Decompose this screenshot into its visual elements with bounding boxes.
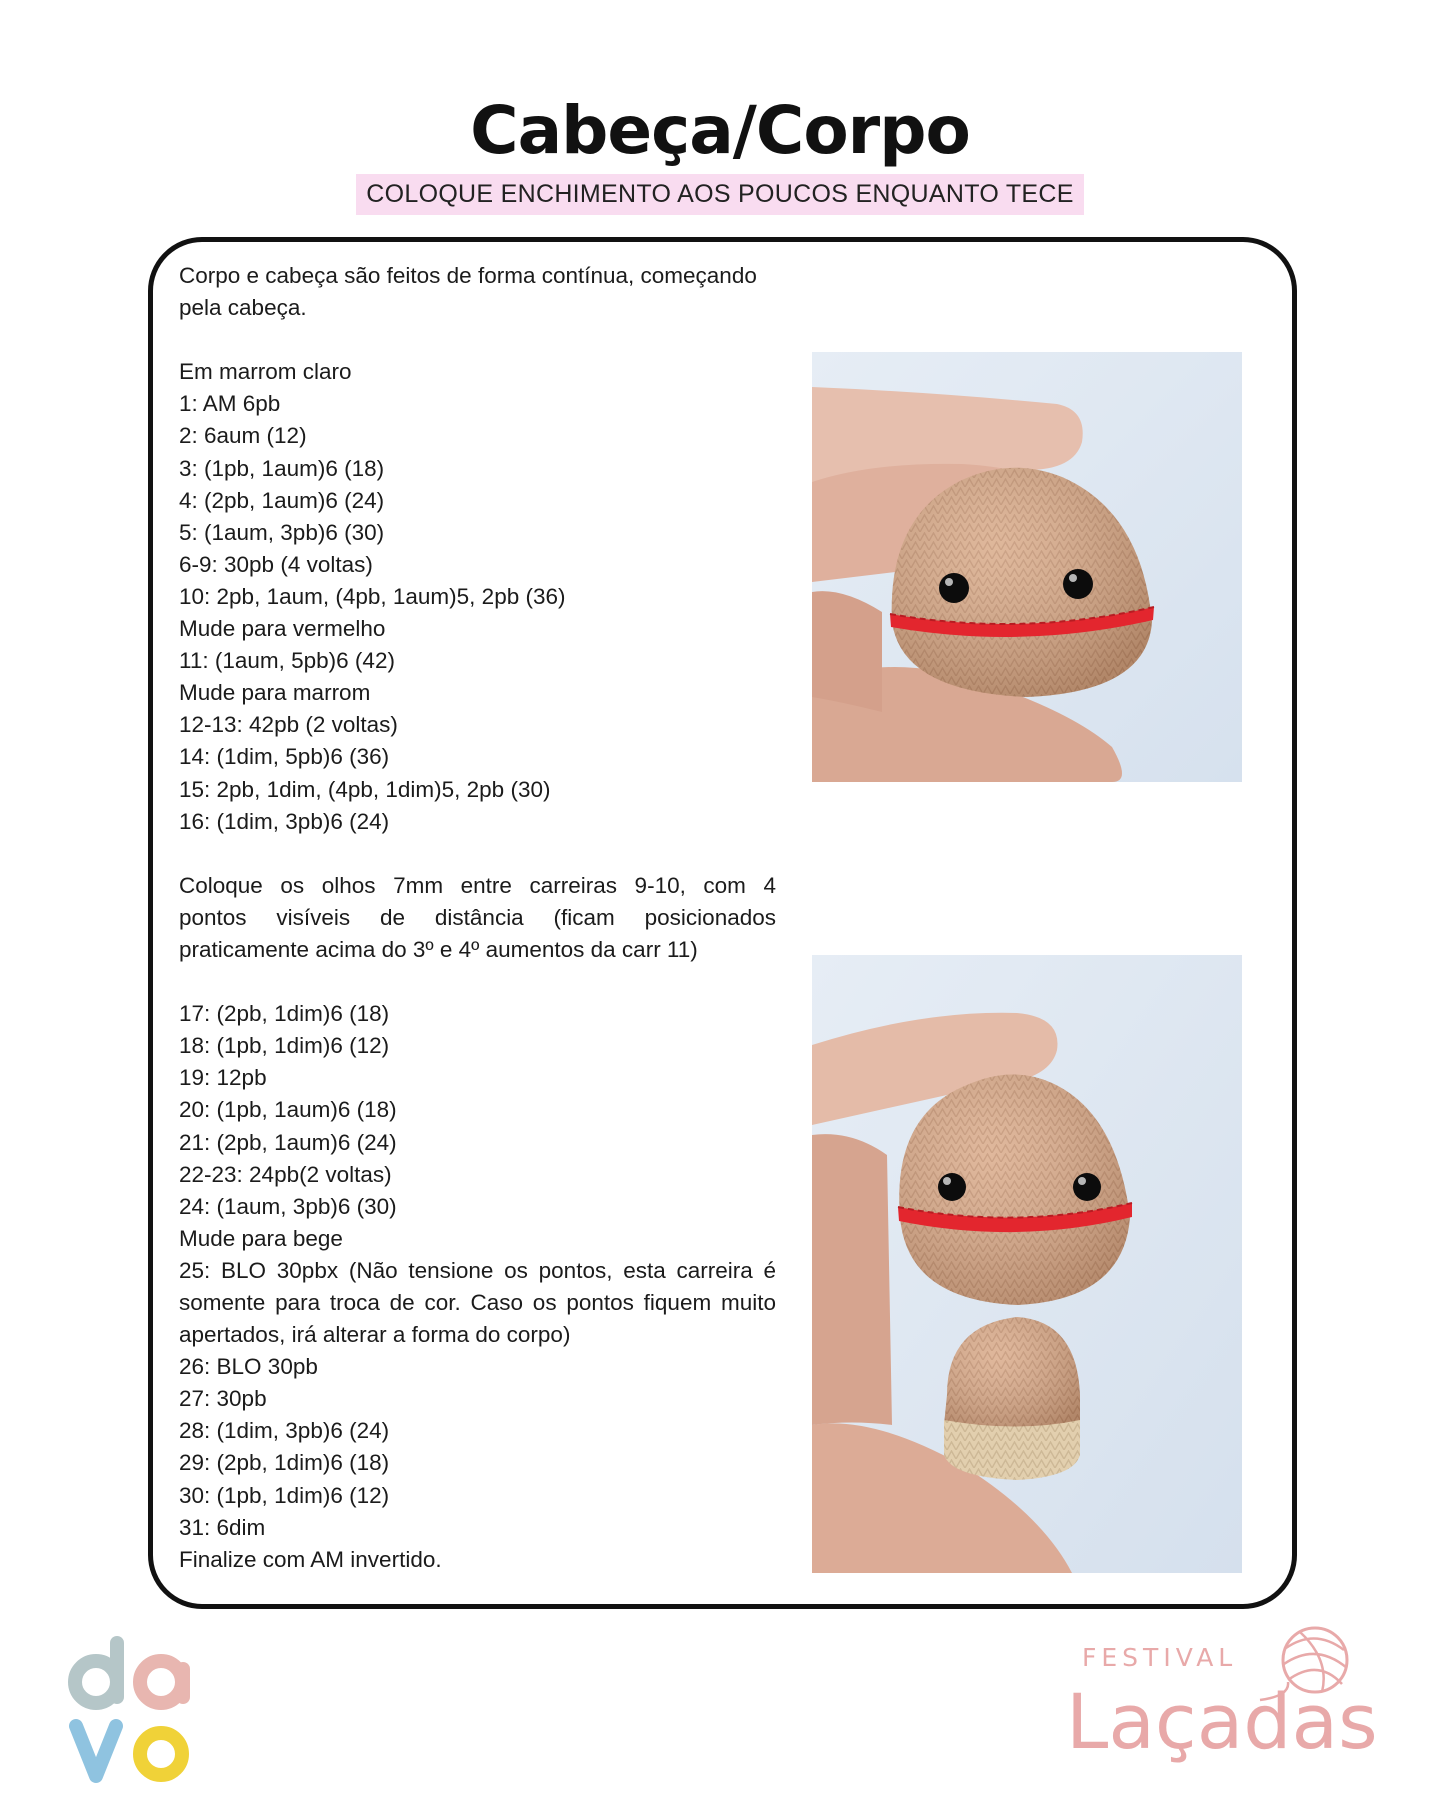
step-line: 1: AM 6pb: [179, 391, 281, 417]
page-subtitle: COLOQUE ENCHIMENTO AOS POUCOS ENQUANTO TECE: [356, 174, 1083, 215]
pattern-text: [179, 260, 776, 1576]
festival-label: FESTIVAL: [1082, 1643, 1238, 1672]
step-line: 3: (1pb, 1aum)6 (18): [179, 455, 385, 481]
step-line: 10: 2pb, 1aum, (4pb, 1aum)5, 2pb (36): [179, 583, 566, 609]
step-line: Mude para marrom: [179, 680, 371, 706]
step-line: 28: (1dim, 3pb)6 (24): [179, 1418, 390, 1444]
step-line: 26: BLO 30pb: [179, 1354, 318, 1380]
row25-line: 25: BLO 30pbx (Não tensione os pontos, esta carreira é: [179, 1257, 776, 1283]
page-title: Cabeça/Corpo: [470, 92, 970, 169]
step-line: 30: (1pb, 1dim)6 (12): [179, 1482, 390, 1508]
step-line: 19: 12pb: [179, 1065, 267, 1091]
step-line: 5: (1aum, 3pb)6 (30): [179, 519, 385, 545]
step-line: Finalize com AM invertido.: [179, 1546, 442, 1572]
step-line: 21: (2pb, 1aum)6 (24): [179, 1129, 397, 1155]
step-line: 22-23: 24pb(2 voltas): [179, 1161, 392, 1187]
step-line: Mude para bege: [179, 1225, 343, 1251]
intro-line: pela cabeça.: [179, 295, 307, 321]
step-line: 24: (1aum, 3pb)6 (30): [179, 1193, 397, 1219]
eyes-note-line: praticamente acima do 3º e 4º aumentos da carr 11): [179, 936, 698, 962]
davo-logo: [66, 1630, 196, 1790]
step-line: 17: (2pb, 1dim)6 (18): [179, 1001, 390, 1027]
step-line: Mude para vermelho: [179, 616, 386, 642]
intro-line: Corpo e cabeça são feitos de forma contínua, começando: [179, 263, 757, 288]
step-line: 2: 6aum (12): [179, 423, 307, 449]
step-line: 16: (1dim, 3pb)6 (24): [179, 808, 390, 834]
step-line: 27: 30pb: [179, 1386, 267, 1412]
row25-line: apertados, irá alterar a forma do corpo): [179, 1322, 571, 1348]
step-line: 18: (1pb, 1dim)6 (12): [179, 1033, 390, 1059]
body-photo: [812, 955, 1242, 1573]
step-line: 31: 6dim: [179, 1514, 266, 1540]
head-photo: [812, 352, 1242, 782]
step-line: Em marrom claro: [179, 359, 352, 385]
step-line: 11: (1aum, 5pb)6 (42): [179, 648, 395, 674]
row25-line: somente para troca de cor. Caso os pontos fiquem muito: [179, 1290, 776, 1315]
lacadas-wordmark: Laçadas: [1066, 1677, 1378, 1766]
festival-lacadas-logo: [1060, 1620, 1380, 1795]
step-line: 14: (1dim, 5pb)6 (36): [179, 744, 390, 770]
step-line: 15: 2pb, 1dim, (4pb, 1dim)5, 2pb (30): [179, 776, 551, 802]
step-line: 29: (2pb, 1dim)6 (18): [179, 1450, 390, 1476]
step-line: 4: (2pb, 1aum)6 (24): [179, 487, 385, 513]
step-line: 20: (1pb, 1aum)6 (18): [179, 1097, 397, 1123]
step-line: 12-13: 42pb (2 voltas): [179, 712, 398, 738]
eyes-note-line: Coloque os olhos 7mm entre carreiras 9-10, com 4: [179, 872, 776, 898]
step-line: 6-9: 30pb (4 voltas): [179, 551, 373, 577]
eyes-note-line: pontos visíveis de distância (ficam posicionados: [179, 904, 776, 930]
